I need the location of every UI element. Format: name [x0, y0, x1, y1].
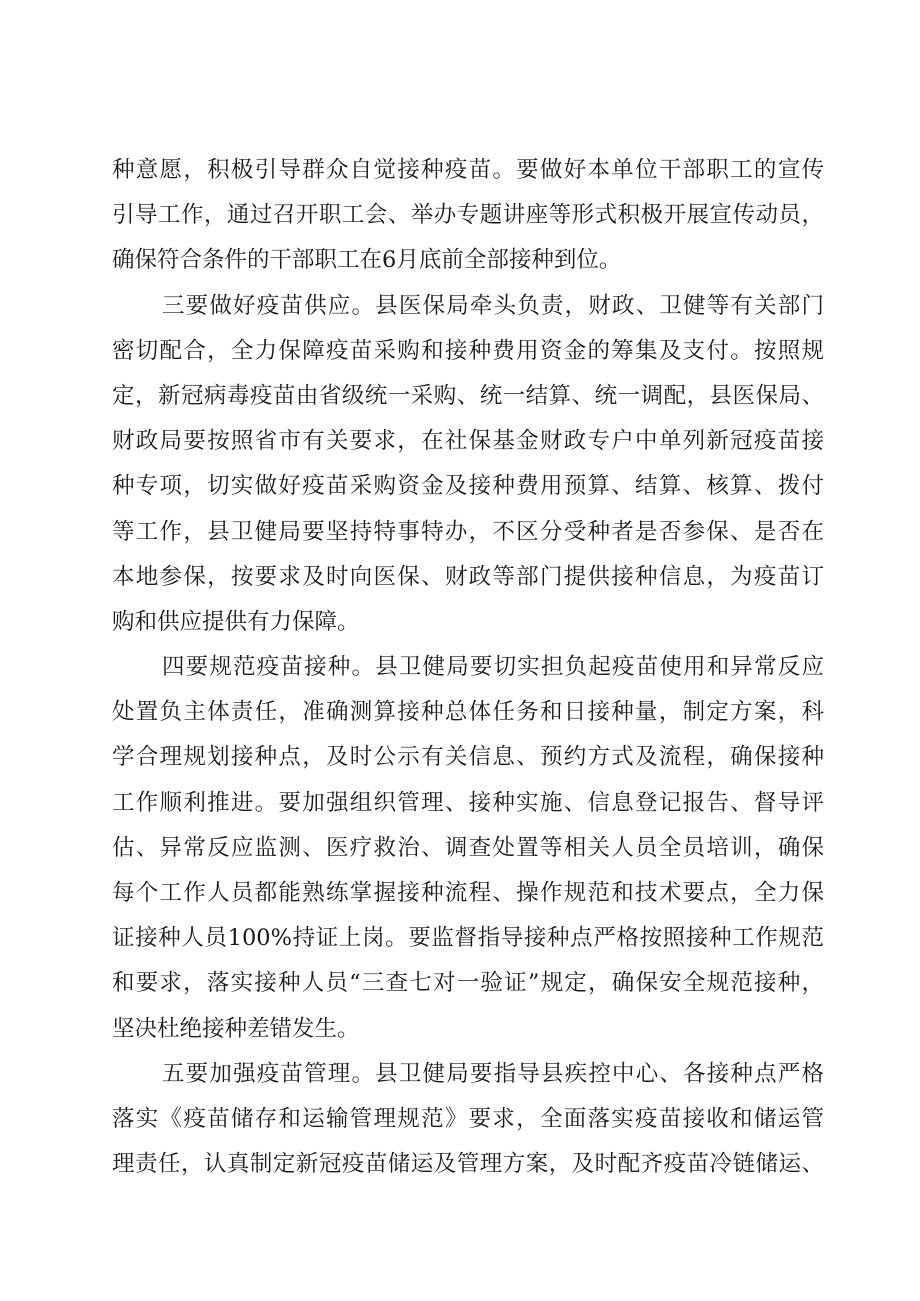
text-line: 种意愿，积极引导群众自觉接种疫苗。要做好本单位干部职工的宣传 — [112, 157, 824, 183]
text-line: 三要做好疫苗供应。县医保局牵头负责，财政、卫健等有关部门 — [162, 292, 824, 319]
text-line: 引导工作，通过召开职工会、举办专题讲座等形式积极开展宣传动员， — [112, 202, 824, 229]
text-line: 购和供应提供有力保障。 — [112, 608, 360, 635]
text-line: 落实《疫苗储存和运输管理规范》要求，全面落实疫苗接收和储运管 — [112, 1105, 824, 1132]
text-line: 理责任，认真制定新冠疫苗储运及管理方案，及时配齐疫苗冷链储运、 — [112, 1151, 824, 1178]
text-line: 估、异常反应监测、医疗救治、调查处置等相关人员全员培训，确保 — [112, 834, 824, 861]
text-line: 密切配合，全力保障疫苗采购和接种费用资金的筹集及支付。按照规 — [112, 337, 824, 364]
document-body — [112, 148, 824, 1187]
text-line: 财政局要按照省市有关要求，在社保基金财政专户中单列新冠疫苗接 — [112, 428, 824, 455]
text-line: 处置负主体责任，准确测算接种总体任务和日接种量，制定方案，科 — [112, 699, 824, 726]
text-line: 证接种人员100%持证上岗。要监督指导接种点严格按照接种工作规范 — [112, 925, 824, 952]
text-line: 和要求，落实接种人员“三查七对一验证”规定，确保安全规范接种， — [112, 970, 824, 997]
text-line: 确保符合条件的干部职工在6月底前全部接种到位。 — [112, 247, 622, 274]
text-line: 本地参保，按要求及时向医保、财政等部门提供接种信息，为疫苗订 — [112, 563, 824, 590]
text-line: 坚决杜绝接种差错发生。 — [112, 1015, 360, 1042]
text-line: 等工作，县卫健局要坚持特事特办，不区分受种者是否参保、是否在 — [112, 518, 824, 545]
text-line: 种专项，切实做好疫苗采购资金及接种费用预算、结算、核算、拨付 — [112, 473, 824, 500]
text-line: 工作顺利推进。要加强组织管理、接种实施、信息登记报告、督导评 — [112, 789, 824, 816]
text-line: 五要加强疫苗管理。县卫健局要指导县疾控中心、各接种点严格 — [162, 1060, 824, 1087]
text-line: 每个工作人员都能熟练掌握接种流程、操作规范和技术要点，全力保 — [112, 880, 824, 906]
text-line: 学合理规划接种点，及时公示有关信息、预约方式及流程，确保接种 — [112, 744, 824, 771]
text-line: 定，新冠病毒疫苗由省级统一采购、统一结算、统一调配，县医保局、 — [112, 382, 824, 409]
text-line: 四要规范疫苗接种。县卫健局要切实担负起疫苗使用和异常反应 — [162, 654, 824, 681]
